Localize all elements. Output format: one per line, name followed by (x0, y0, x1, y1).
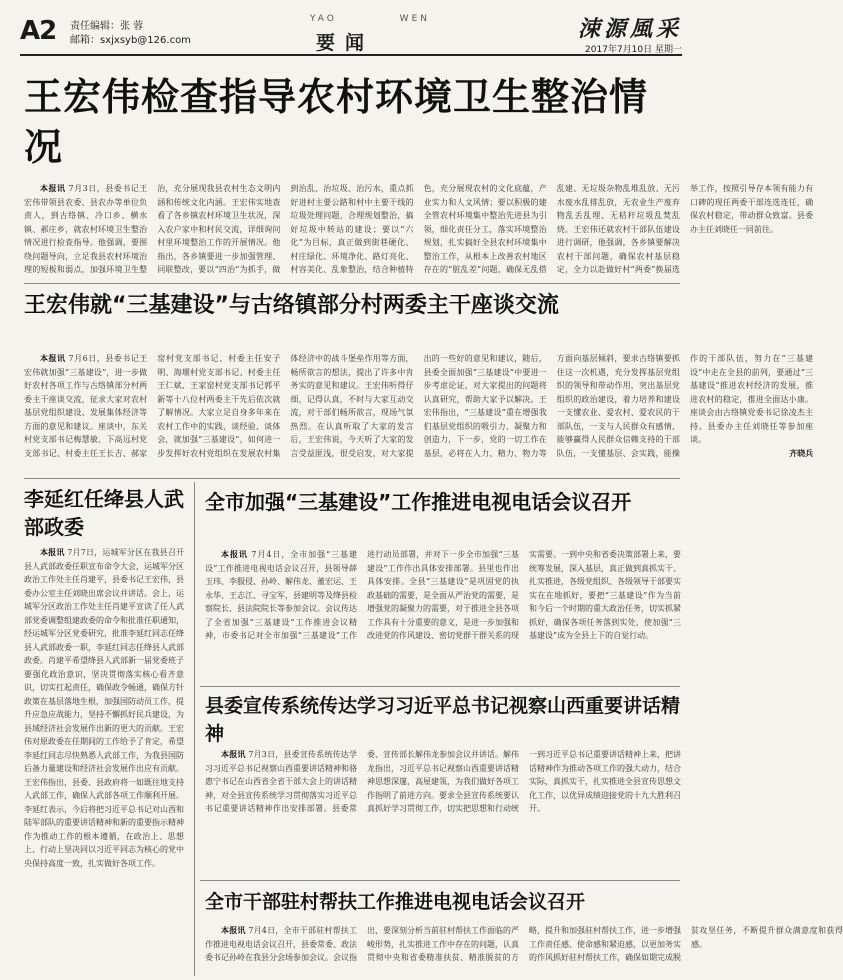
article-5-body (205, 748, 681, 872)
editor-name: 责任编辑：张 蓉 (70, 21, 144, 32)
divider (24, 283, 680, 284)
article-3-body (24, 546, 184, 970)
article-6-lead: 本报讯 (221, 925, 246, 935)
article-2-headline: 王宏伟就“三基建设”与古络镇部分村两委主干座谈交流 (24, 293, 559, 318)
article-5-lead: 本报讯 (221, 749, 246, 759)
masthead (20, 12, 682, 56)
article-5-headline: 县委宣传系统传达学习习近平总书记视察山西重要讲话精神 (205, 695, 681, 745)
section-en-right: WEN (399, 14, 430, 24)
article-3-headline: 李延红任绛县人武部政委 (24, 487, 184, 539)
article-3-lead: 本报讯 (40, 547, 65, 557)
editor-email: 邮箱：sxjxsyb@126.com (70, 35, 191, 46)
divider (200, 686, 680, 687)
divider (24, 478, 680, 479)
column-divider (194, 482, 195, 976)
article-2-byline: 齐晓兵 (789, 447, 814, 458)
article-4-headline: 全市加强“三基建设”工作推进电视电话会议召开 (205, 490, 632, 514)
article-3-text: 7月7日，运城军分区在我县召开县人武部政委任职宣布命令大会，运城军分区政治工作处主任肖建平，县委书记王宏伟，县委办公室主任刘晓出席会议并讲话。会上，运城军分区政治工作处主任肖建平宣读了任人武部党委调整组建政委的命令和批准任职通知，经运城军分区党委研究，批准李延红同志任绛县人武部政委一职，李延红同志任绛县人武部政委。肖建平希望绛县人武部新一届党委班子要强化政治意识，坚决贯彻落实核心看齐意识，切实扛起责任，确保政令畅通，确保方针政策在基层落地生根，加强国防动员工作，提升应急应战能力，坚持不懈抓好民兵建设，为县域经济社会发展作出新的更大的贡献。王宏伟对原政委在任期间的工作给予了肯定，希望李延红同志尽快熟悉人武部工作，为我县国防后备力量建设和经济社会发展作出应有贡献。王宏伟指出，县委、县政府将一如既往地支持人武部工作，确保人武部各项工作顺利开展。李延红表示，今后将把习近平总书记对山西和陆军部队的重要讲话精神和新的重要指示精神作为推动工作的根本遵循，在政治上、思想上、行动上坚决同以习近平同志为核心的党中央保持高度一致，扎实做好各项工作。 (24, 548, 184, 868)
article-6-headline: 全市干部驻村帮扶工作推进电视电话会议召开 (205, 891, 586, 913)
article-1-headline: 王宏伟检查指导农村环境卫生整治情况 (24, 75, 649, 169)
article-4-text: 7月4日，全市加强“三基建设”工作推进电视电话会议召开，县领导薛玉玮、李服侵、孙岭、解伟龙、董宏运、王永华、王志江、寻宝军，县建明等及绛县检察院长、县法院院长等参加会议。会议传达了全省加强“三基建设”工作推进会议精神，市委书记对全市加强“三基建设”工作进行动员部署，并对下一步全市加强“三基建设”工作作出具体安排部署。县里也作出具体安排。全县“三基建设”是巩固党的执政基础的需要，是全面从严治党的需要，是增强党的凝聚力的需要，对于推进全县各项工作具有十分重要的意义，是进一步加强和改进党的作风建设、密切党群干群关系的现实需要。一到中央和省委决策部署上来，要统筹发展，深入基层，真正做到真抓实干、扎实推进，各级党组织、各级领导干部要实实在在地抓好，要把“三基建设”作为当前和今后一个时期的重大政治任务，切实抓紧抓好，确保各项任务落到实处，使加强“三基建设”成为全县上下的自觉行动。 (205, 550, 681, 640)
issue-date: 2017年7月10日 星期一 (585, 45, 682, 55)
article-2-text: 7月6日，县委书记王宏伟就加强“三基建设”，进一步做好农村各项工作与古络镇部分村两委主干座谈交流，征求大家对农村基层党组织建设、发展集体经济等方面的意见和建议。座谈中，东关村党支部书记梅慧敏、下高远村党支部书记、村委主任王长吉、郝家窑村党支部书记、村委主任安子明、海堰村党支部书记、村委主任王仁斌、王家窑村党支部书记郭平新等十八位村两委主干先后依次就了解情况。大家立足自身多年来在农村工作中的实践，谈经验、谈体会，就加强“三基建设”，如何进一步发挥好农村党组织在发展农村集体经济中的战斗堡垒作用等方面，畅所欲言的想法，提出了许多中肯务实的意见和建议。王宏伟听得仔细，记得认真，不时与大家互动交流，对干部们畅所欲言，现场气氛热烈。在认真听取了大家的发言后，王宏伟说，今天听了大家的发言受益匪浅，很受启发，对大家提出的一些好的意见和建议，随后，县委全面加强“三基建设”中要进一步考虑论证，对大家提出的问题将认真研究，帮助大家予以解决。王宏伟指出，“三基建设”重在增强我们基层党组织的吸引力、凝聚力和创造力，下一步，党的一切工作在基层，必将在人力、精力、物力等方面向基层倾斜，要求古络镇要抓住这一次机遇，充分发挥基层党组织的领导和带动作用，突出基层党组织的政治建设，着力培养和建设一支懂农业、爱农村、爱农民的干部队伍，一支与人民群众有感情、能够赢得人民群众信赖支持的干部队伍，一支懂基层、会实践，能操作的干部队伍，努力在“三基建设”中走在全县的前列，要通过“三基建设”推进农村经济的发展，推进农村的稳定，推进全面达小康。座谈会由古络镇党委书记徐凌杰主持。县委办主任刘晓任等参加座谈。 (24, 354, 814, 458)
divider (200, 880, 680, 881)
article-2-lead: 本报讯 (40, 353, 66, 363)
article-4-lead: 本报讯 (221, 549, 248, 559)
article-1-text: 7月3日，县委书记王宏伟带领县农委、县农办等单位负责人，到古络镇、冷口乡、横水镇、郝庄乡，就农村环境卫生整治情况进行检查指导。他强调，要围绕问题导向，立足我县农村环境治理的短板和弱点，加强环境卫生整治，充分展现我县农村生态文明内涵和传统文化内涵。王宏伟实地查看了各乡镇农村环境卫生状况，深入农户家中和村民交流，详细询问村里环境整治工作的开展情况。他指出，各乡镇要进一步加强管理、同联整改，要以“四治”为抓手，做到治乱、治垃圾、治污水，重点抓好进村主要公路和村中主要干线的垃圾处理问题，合理规划整治，搞好垃圾中转站的建设；要以“六化”为目标，真正做到街巷硬化、村庄绿化、环境净化、路灯亮化、村容美化、乱象整治，结合种植特色，充分展现农村的文化底蕴，产业实力和人文风情；要以积极的建全管农村环境集中整治先进县为引领，细化责任分工，落实环境整治规划，扎实搞好全县农村环境集中整治工作，从根本上改善农村地区存在的“脏乱差”问题，确保无乱搭乱建、无垃圾杂物乱堆乱放、无污水废水乱排乱放，无农业生产废弃物乱丢乱埋、无秸秆垃圾乱焚乱烧。王宏伟还就农村干部队伍建设进行调研，他强调，各乡镇要解决农村干部问题，确保农村基层稳定，全力以赴做好村“两委”换届选举工作，按照引导存本领有能力有口碑的现任两委干部连选连任，确保农村稳定，带动群众致富。县委办主任刘晓任一同前往。 (24, 184, 814, 274)
editor-info (70, 20, 191, 48)
article-1-lead: 本报讯 (40, 183, 66, 193)
article-4-body (205, 548, 681, 680)
article-2-body (24, 352, 814, 472)
page-number: A2 (20, 16, 57, 46)
section-title: 要闻 (316, 32, 375, 54)
section-en-left: YAO (310, 14, 337, 24)
newspaper-name: 涑源風采 (577, 16, 682, 42)
article-5-text: 7月3日，县委宣传系统传达学习习近平总书记视察山西重要讲话精神和骆惠宁书记在山西省全省干部大会上的讲话精神，对全县宣传系统学习贯彻落实习近平总书记重要讲话精神作出安排部署。县委常委、宣传部长解伟龙参加会议并讲话。解伟龙指出，习近平总书记视察山西重要讲话精神思想深邃，高屋建瓴，为我们做好各项工作指明了前进方向。要求全县宣传系统要认真抓好学习贯彻工作，切实把思想和行动统一到习近平总书记重要讲话精神上来，把讲话精神作为推动各项工作的强大动力，结合实际，真抓实干，扎实推进全县宣传思想文化工作，以优异成绩迎接党的十九大胜利召开。 (205, 750, 681, 813)
article-1-body (24, 182, 814, 278)
article-6-body (205, 924, 843, 974)
section-en (310, 14, 430, 24)
article-6-text: 7月4日，全市干部驻村帮扶工作推进电视电话会议召开，县委常委、政法委书记孙岭在我县分会场参加会议。会议指出，要深刻分析当前驻村帮扶工作面临的严峻形势，扎实推进工作中存在的问题，认真贯彻中央和省委精准扶贫、精准脱贫的方略，提升和加强驻村帮扶工作，进一步增强工作责任感、使命感和紧迫感，以更加务实的作风抓好驻村帮扶工作，确保如期完成脱贫攻坚任务，不断提升群众满意度和获得感。 (205, 926, 843, 962)
